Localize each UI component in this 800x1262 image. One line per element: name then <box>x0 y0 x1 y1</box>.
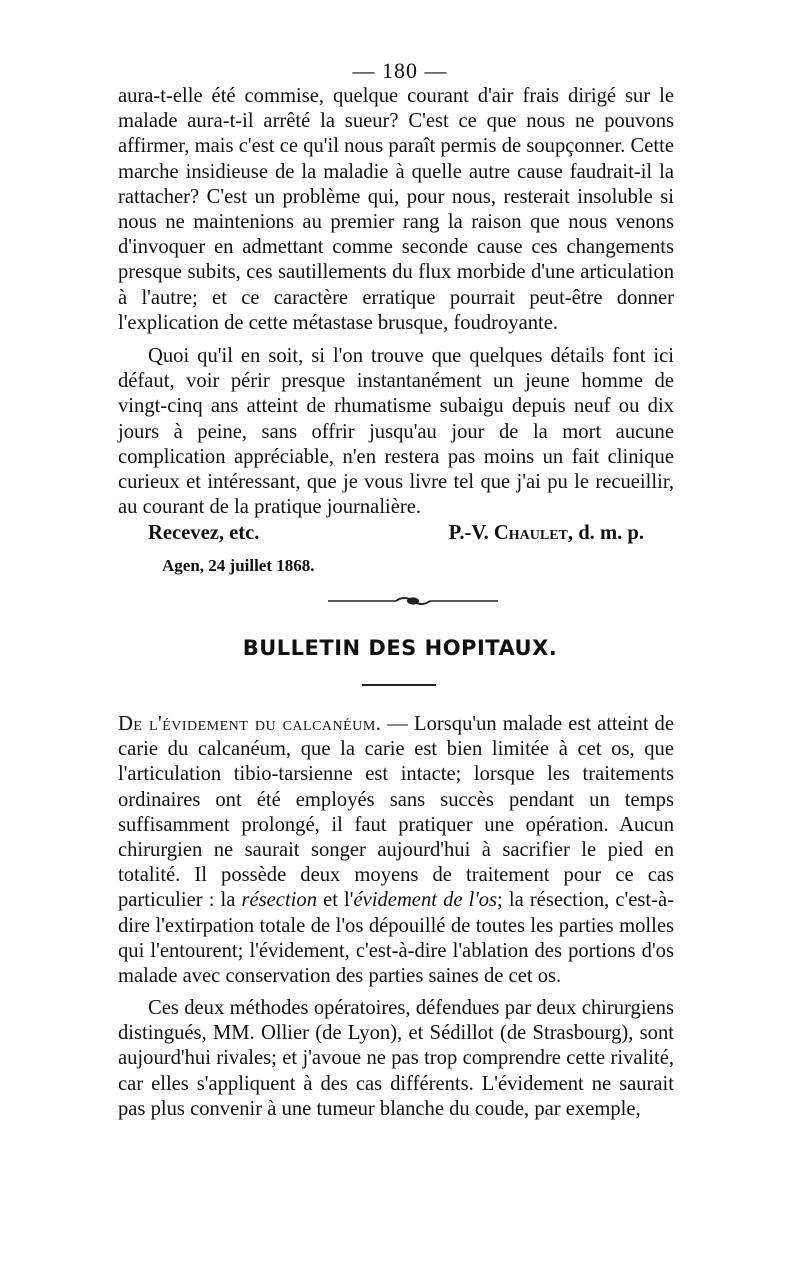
signature-name: Chaulet <box>493 522 568 544</box>
article-paragraph-2-container <box>118 996 674 1122</box>
page-number: — 180 — <box>352 58 448 83</box>
letter-paragraph-2-container <box>118 344 674 520</box>
letter-closing: Recevez, etc. <box>148 522 260 544</box>
article-p1-em2: évidement de l'os <box>353 889 498 912</box>
letter-dateline: Agen, 24 juillet 1868. <box>162 556 315 575</box>
letter-signature-line <box>148 522 644 545</box>
article-p1-part3: ; la résection, c'est-à-dire l'extirpation totale de l'os dépouillé de toutes les parties molles qui l'entourent; l'évidement, c'est-à-dire l'ablation des portions d'os malade avec conservation des parties saines de cet os. <box>118 889 674 988</box>
article-p1-em1: résection <box>241 889 317 912</box>
signature-initials: P.-V. <box>448 522 494 544</box>
section-title: BULLETIN DES HOPITAUX. <box>242 636 558 660</box>
article-p1-part1: — Lorsqu'un malade est atteint de carie du calcanéum, que la carie est bien limitée à cet os, que l'articulation tibio-tarsienne est intacte; lorsque les traitements ordinaires ont été employés sans succès pendant un temps suffisamment prolongé, il faut pratiquer une opération. Aucun chirurgien ne saurait songer aujourd'hui à sacrifier le pied en totalité. Il possède deux moyens de traitement pour ce cas particulier : la <box>118 713 674 912</box>
article-heading: De l'évidement du calcanéum. <box>118 713 382 735</box>
ornament-divider <box>328 594 498 608</box>
letter-paragraph-2: Quoi qu'il en soit, si l'on trouve que quelques détails font ici défaut, voir périr presque instantanément un jeune homme de vingt-cinq ans atteint de rhumatisme subaigu depuis neuf ou dix jours à peine, sans offrir jusqu'au jour de la mort aucune complication appréciable, n'en restera pas moins un fait clinique curieux et intéressant, que je vous livre tel que j'ai pu le recueillir, au courant de la pratique journalière. <box>118 345 674 519</box>
article-paragraph-1 <box>118 712 674 989</box>
article-paragraph-2: Ces deux méthodes opératoires, défendues par deux chirurgiens distingués, MM. Ollier (de Lyon), et Sédillot (de Strasbourg), sont aujourd'hui rivales; et j'avoue ne pas trop comprendre cette rivalité, car elles s'appliquent à des cas différents. L'évidement ne saurait pas plus convenir à une tumeur blanche du coude, par exemple, <box>118 997 674 1120</box>
letter-signature <box>449 522 644 545</box>
section-divider <box>362 684 436 686</box>
signature-title: , d. m. p. <box>567 522 644 544</box>
article-p1-part2: et l' <box>317 889 354 912</box>
letter-paragraph-1: aura-t-elle été commise, quelque courant d'air frais dirigé sur le malade aura-t-il arrêté la sueur? C'est ce que nous ne pouvons affirmer, mais c'est ce qu'il nous paraît permis de soupçonner. Cette marche insidieuse de la maladie à quelle autre cause faudrait-il la rattacher? C'est un problème qui, pour nous, resterait insoluble si nous ne maintenions au premier rang la raison que nous venons d'invoquer en admettant comme seconde cause ces changements presque subits, ces sautillements du flux morbide d'une articulation à l'autre; et ce caractère erratique pourrait peut-être donner l'explication de cette métastase brusque, foudroyante. <box>118 85 674 334</box>
